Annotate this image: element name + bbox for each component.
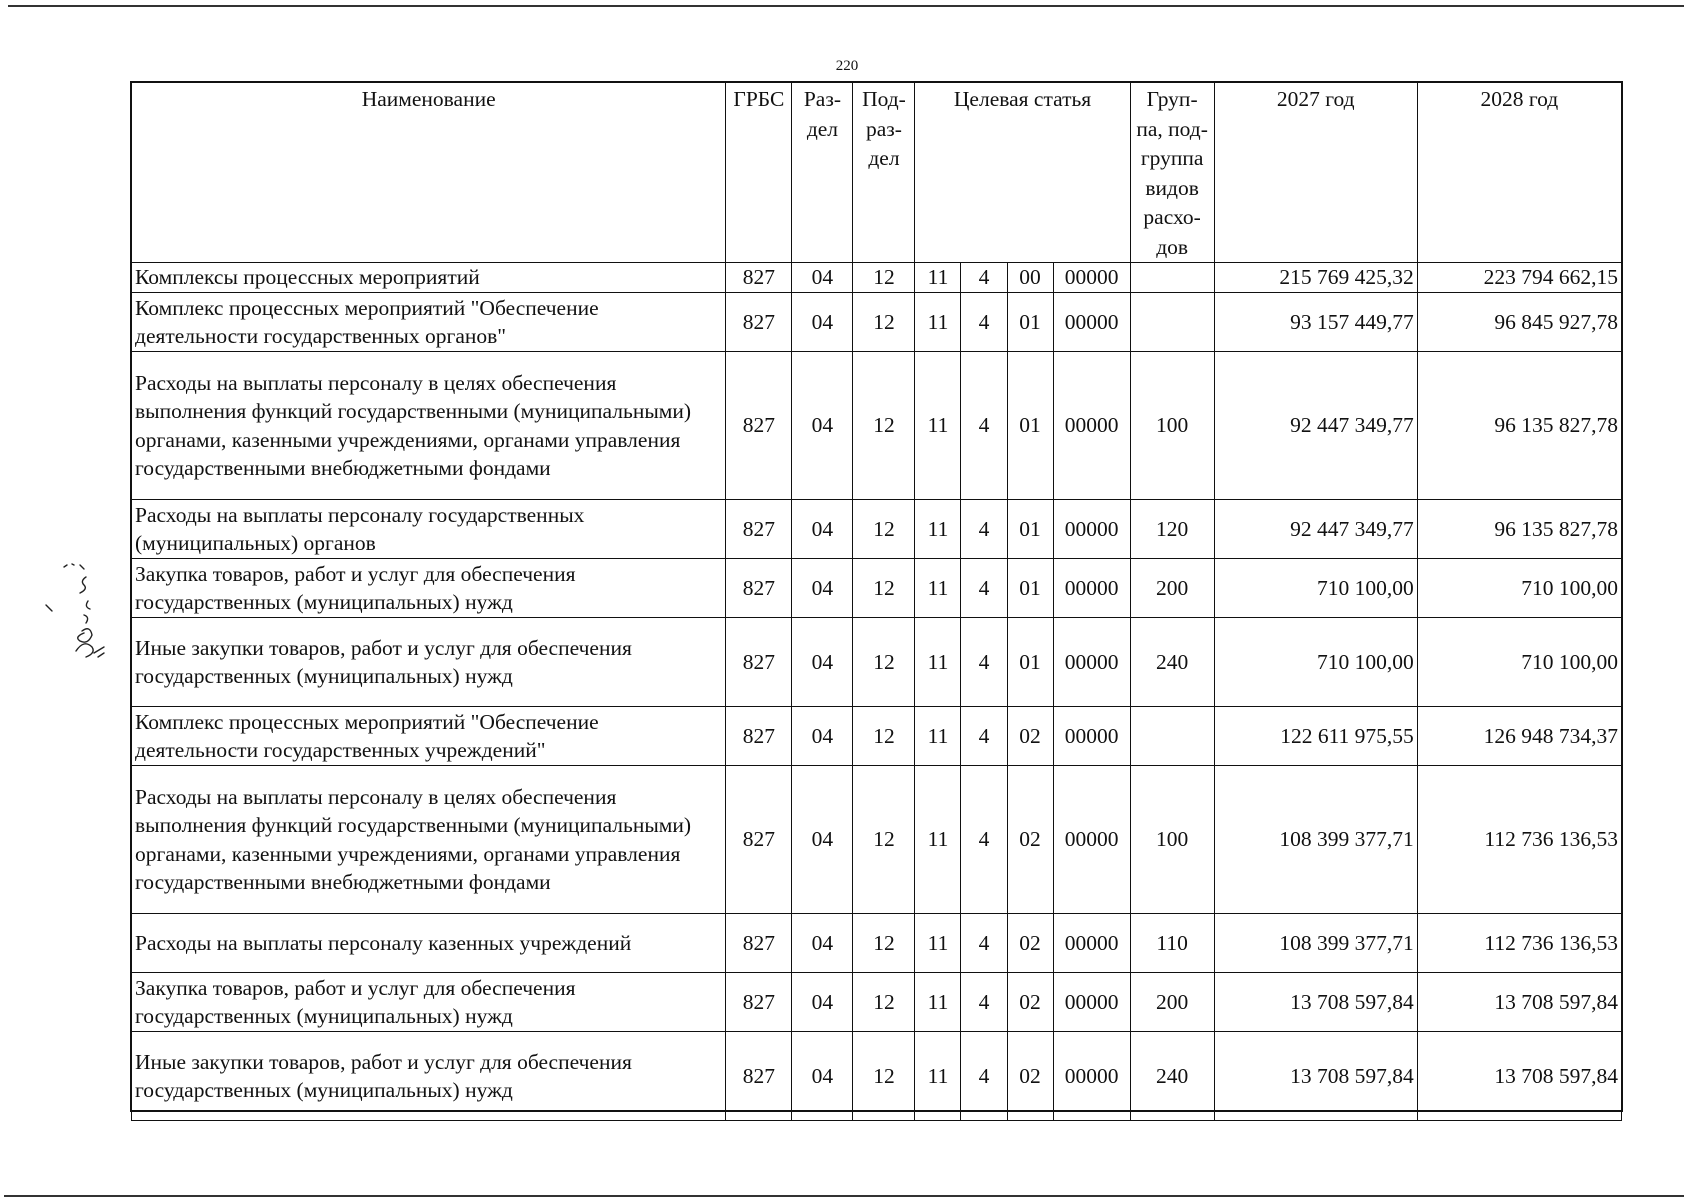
cell-grbs: 827 — [726, 352, 792, 500]
cell-celevaya-4: 00000 — [1053, 352, 1130, 500]
cell-celevaya-1: 11 — [915, 618, 961, 707]
cell-razdel: 04 — [792, 618, 853, 707]
cell-razdel: 04 — [792, 1032, 853, 1121]
cell-podrazdel: 12 — [853, 914, 915, 973]
cell-razdel: 04 — [792, 766, 853, 914]
cell-razdel: 04 — [792, 914, 853, 973]
cell-grbs: 827 — [726, 766, 792, 914]
cell-celevaya-3: 00 — [1007, 263, 1053, 293]
cell-gruppa: 240 — [1130, 1032, 1214, 1121]
row-name: Закупка товаров, работ и услуг для обеспечения государственных (муниципальных) нужд — [132, 559, 726, 618]
table-row — [132, 352, 1622, 500]
header-celevaya-statya: Целевая статья — [915, 83, 1130, 263]
row-name: Комплексы процессных мероприятий — [132, 263, 726, 293]
row-name: Расходы на выплаты персоналу государственных (муниципальных) органов — [132, 500, 726, 559]
row-name: Иные закупки товаров, работ и услуг для обеспечения государственных (муниципальных) нужд — [132, 618, 726, 707]
cell-celevaya-1: 11 — [915, 500, 961, 559]
cell-2028: 112 736 136,53 — [1417, 914, 1621, 973]
cell-celevaya-4: 00000 — [1053, 500, 1130, 559]
table-header-row — [132, 83, 1622, 263]
cell-2027: 122 611 975,55 — [1214, 707, 1417, 766]
cell-2027: 92 447 349,77 — [1214, 500, 1417, 559]
cell-2027: 13 708 597,84 — [1214, 973, 1417, 1032]
cell-celevaya-3: 02 — [1007, 766, 1053, 914]
cell-grbs: 827 — [726, 973, 792, 1032]
cell-grbs: 827 — [726, 293, 792, 352]
cell-gruppa — [1130, 263, 1214, 293]
cell-celevaya-3: 02 — [1007, 914, 1053, 973]
cell-celevaya-2: 4 — [961, 973, 1007, 1032]
cell-celevaya-4: 00000 — [1053, 559, 1130, 618]
cell-celevaya-3: 02 — [1007, 1032, 1053, 1121]
header-2028: 2028 год — [1417, 83, 1621, 263]
cell-celevaya-1: 11 — [915, 293, 961, 352]
cell-2028: 13 708 597,84 — [1417, 1032, 1621, 1121]
row-name: Комплекс процессных мероприятий "Обеспечение деятельности государственных учреждений" — [132, 707, 726, 766]
cell-celevaya-3: 02 — [1007, 973, 1053, 1032]
cell-celevaya-2: 4 — [961, 766, 1007, 914]
cell-celevaya-3: 01 — [1007, 293, 1053, 352]
cell-2027: 108 399 377,71 — [1214, 914, 1417, 973]
cell-2028: 13 708 597,84 — [1417, 973, 1621, 1032]
cell-celevaya-1: 11 — [915, 352, 961, 500]
row-name: Закупка товаров, работ и услуг для обеспечения государственных (муниципальных) нужд — [132, 973, 726, 1032]
cell-gruppa: 100 — [1130, 352, 1214, 500]
cell-2027: 108 399 377,71 — [1214, 766, 1417, 914]
cell-podrazdel: 12 — [853, 707, 915, 766]
header-2027: 2027 год — [1214, 83, 1417, 263]
cell-celevaya-3: 01 — [1007, 500, 1053, 559]
cell-celevaya-1: 11 — [915, 1032, 961, 1121]
cell-2028: 710 100,00 — [1417, 618, 1621, 707]
cell-razdel: 04 — [792, 973, 853, 1032]
scan-edge-bottom — [4, 1195, 1684, 1197]
cell-celevaya-3: 02 — [1007, 707, 1053, 766]
cell-podrazdel: 12 — [853, 766, 915, 914]
page-number: 220 — [835, 58, 859, 74]
cell-podrazdel: 12 — [853, 973, 915, 1032]
cell-grbs: 827 — [726, 559, 792, 618]
table-row — [132, 1032, 1622, 1121]
cell-celevaya-4: 00000 — [1053, 766, 1130, 914]
table-row — [132, 973, 1622, 1032]
cell-gruppa: 120 — [1130, 500, 1214, 559]
cell-2027: 92 447 349,77 — [1214, 352, 1417, 500]
cell-celevaya-1: 11 — [915, 766, 961, 914]
cell-celevaya-4: 00000 — [1053, 973, 1130, 1032]
table-row — [132, 263, 1622, 293]
cell-2028: 126 948 734,37 — [1417, 707, 1621, 766]
scan-edge-top — [8, 5, 1684, 7]
cell-celevaya-4: 00000 — [1053, 293, 1130, 352]
cell-celevaya-2: 4 — [961, 618, 1007, 707]
table-row — [132, 766, 1622, 914]
header-podrazdel: Под- раз- дел — [853, 83, 915, 263]
table-row — [132, 500, 1622, 559]
cell-2027: 215 769 425,32 — [1214, 263, 1417, 293]
cell-2028: 112 736 136,53 — [1417, 766, 1621, 914]
cell-2027: 710 100,00 — [1214, 559, 1417, 618]
row-name: Комплекс процессных мероприятий "Обеспечение деятельности государственных органов" — [132, 293, 726, 352]
cell-gruppa: 240 — [1130, 618, 1214, 707]
cell-gruppa: 200 — [1130, 559, 1214, 618]
cell-gruppa: 110 — [1130, 914, 1214, 973]
table-row — [132, 618, 1622, 707]
cell-celevaya-2: 4 — [961, 914, 1007, 973]
cell-celevaya-3: 01 — [1007, 352, 1053, 500]
cell-celevaya-4: 00000 — [1053, 707, 1130, 766]
budget-table — [131, 82, 1622, 1121]
cell-razdel: 04 — [792, 263, 853, 293]
cell-celevaya-3: 01 — [1007, 559, 1053, 618]
cell-2027: 93 157 449,77 — [1214, 293, 1417, 352]
cell-2027: 710 100,00 — [1214, 618, 1417, 707]
cell-celevaya-1: 11 — [915, 973, 961, 1032]
cell-celevaya-1: 11 — [915, 559, 961, 618]
cell-celevaya-2: 4 — [961, 263, 1007, 293]
cell-grbs: 827 — [726, 914, 792, 973]
cell-gruppa: 100 — [1130, 766, 1214, 914]
cell-celevaya-2: 4 — [961, 293, 1007, 352]
cell-celevaya-4: 00000 — [1053, 618, 1130, 707]
cell-razdel: 04 — [792, 559, 853, 618]
table-row — [132, 559, 1622, 618]
cell-celevaya-1: 11 — [915, 914, 961, 973]
cell-razdel: 04 — [792, 707, 853, 766]
cell-celevaya-2: 4 — [961, 500, 1007, 559]
cell-celevaya-2: 4 — [961, 352, 1007, 500]
cell-podrazdel: 12 — [853, 618, 915, 707]
cell-podrazdel: 12 — [853, 263, 915, 293]
cell-celevaya-3: 01 — [1007, 618, 1053, 707]
row-name: Расходы на выплаты персоналу в целях обеспечения выполнения функций государственными (муниципальными) органами, казенными учреждениями, органами управления государственными внебюджетными фондами — [132, 352, 726, 500]
row-name: Расходы на выплаты персоналу казенных учреждений — [132, 914, 726, 973]
cell-celevaya-2: 4 — [961, 1032, 1007, 1121]
cell-grbs: 827 — [726, 263, 792, 293]
cell-grbs: 827 — [726, 618, 792, 707]
cell-podrazdel: 12 — [853, 293, 915, 352]
cell-celevaya-1: 11 — [915, 263, 961, 293]
table-row — [132, 914, 1622, 973]
cell-celevaya-4: 00000 — [1053, 263, 1130, 293]
cell-grbs: 827 — [726, 1032, 792, 1121]
cell-razdel: 04 — [792, 293, 853, 352]
cell-2028: 223 794 662,15 — [1417, 263, 1621, 293]
cell-gruppa: 200 — [1130, 973, 1214, 1032]
cell-razdel: 04 — [792, 500, 853, 559]
cell-celevaya-2: 4 — [961, 707, 1007, 766]
cell-podrazdel: 12 — [853, 352, 915, 500]
cell-podrazdel: 12 — [853, 1032, 915, 1121]
cell-celevaya-4: 00000 — [1053, 914, 1130, 973]
cell-celevaya-1: 11 — [915, 707, 961, 766]
header-name: Наименование — [132, 83, 726, 263]
table-row — [132, 293, 1622, 352]
row-name: Иные закупки товаров, работ и услуг для обеспечения государственных (муниципальных) нужд — [132, 1032, 726, 1121]
cell-razdel: 04 — [792, 352, 853, 500]
cell-2028: 96 135 827,78 — [1417, 352, 1621, 500]
cell-gruppa — [1130, 707, 1214, 766]
cell-2028: 710 100,00 — [1417, 559, 1621, 618]
cell-celevaya-4: 00000 — [1053, 1032, 1130, 1121]
table-row — [132, 707, 1622, 766]
cell-grbs: 827 — [726, 707, 792, 766]
header-razdel: Раз- дел — [792, 83, 853, 263]
cell-2028: 96 845 927,78 — [1417, 293, 1621, 352]
cell-podrazdel: 12 — [853, 559, 915, 618]
cell-podrazdel: 12 — [853, 500, 915, 559]
cell-grbs: 827 — [726, 500, 792, 559]
cell-2028: 96 135 827,78 — [1417, 500, 1621, 559]
cell-celevaya-2: 4 — [961, 559, 1007, 618]
cell-2027: 13 708 597,84 — [1214, 1032, 1417, 1121]
handwritten-mark — [36, 555, 126, 670]
row-name: Расходы на выплаты персоналу в целях обеспечения выполнения функций государственными (муниципальными) органами, казенными учреждениями, органами управления государственными внебюджетными фондами — [132, 766, 726, 914]
header-gruppa: Груп- па, под- группа видов расхо- дов — [1130, 83, 1214, 263]
header-grbs: ГРБС — [726, 83, 792, 263]
cell-gruppa — [1130, 293, 1214, 352]
